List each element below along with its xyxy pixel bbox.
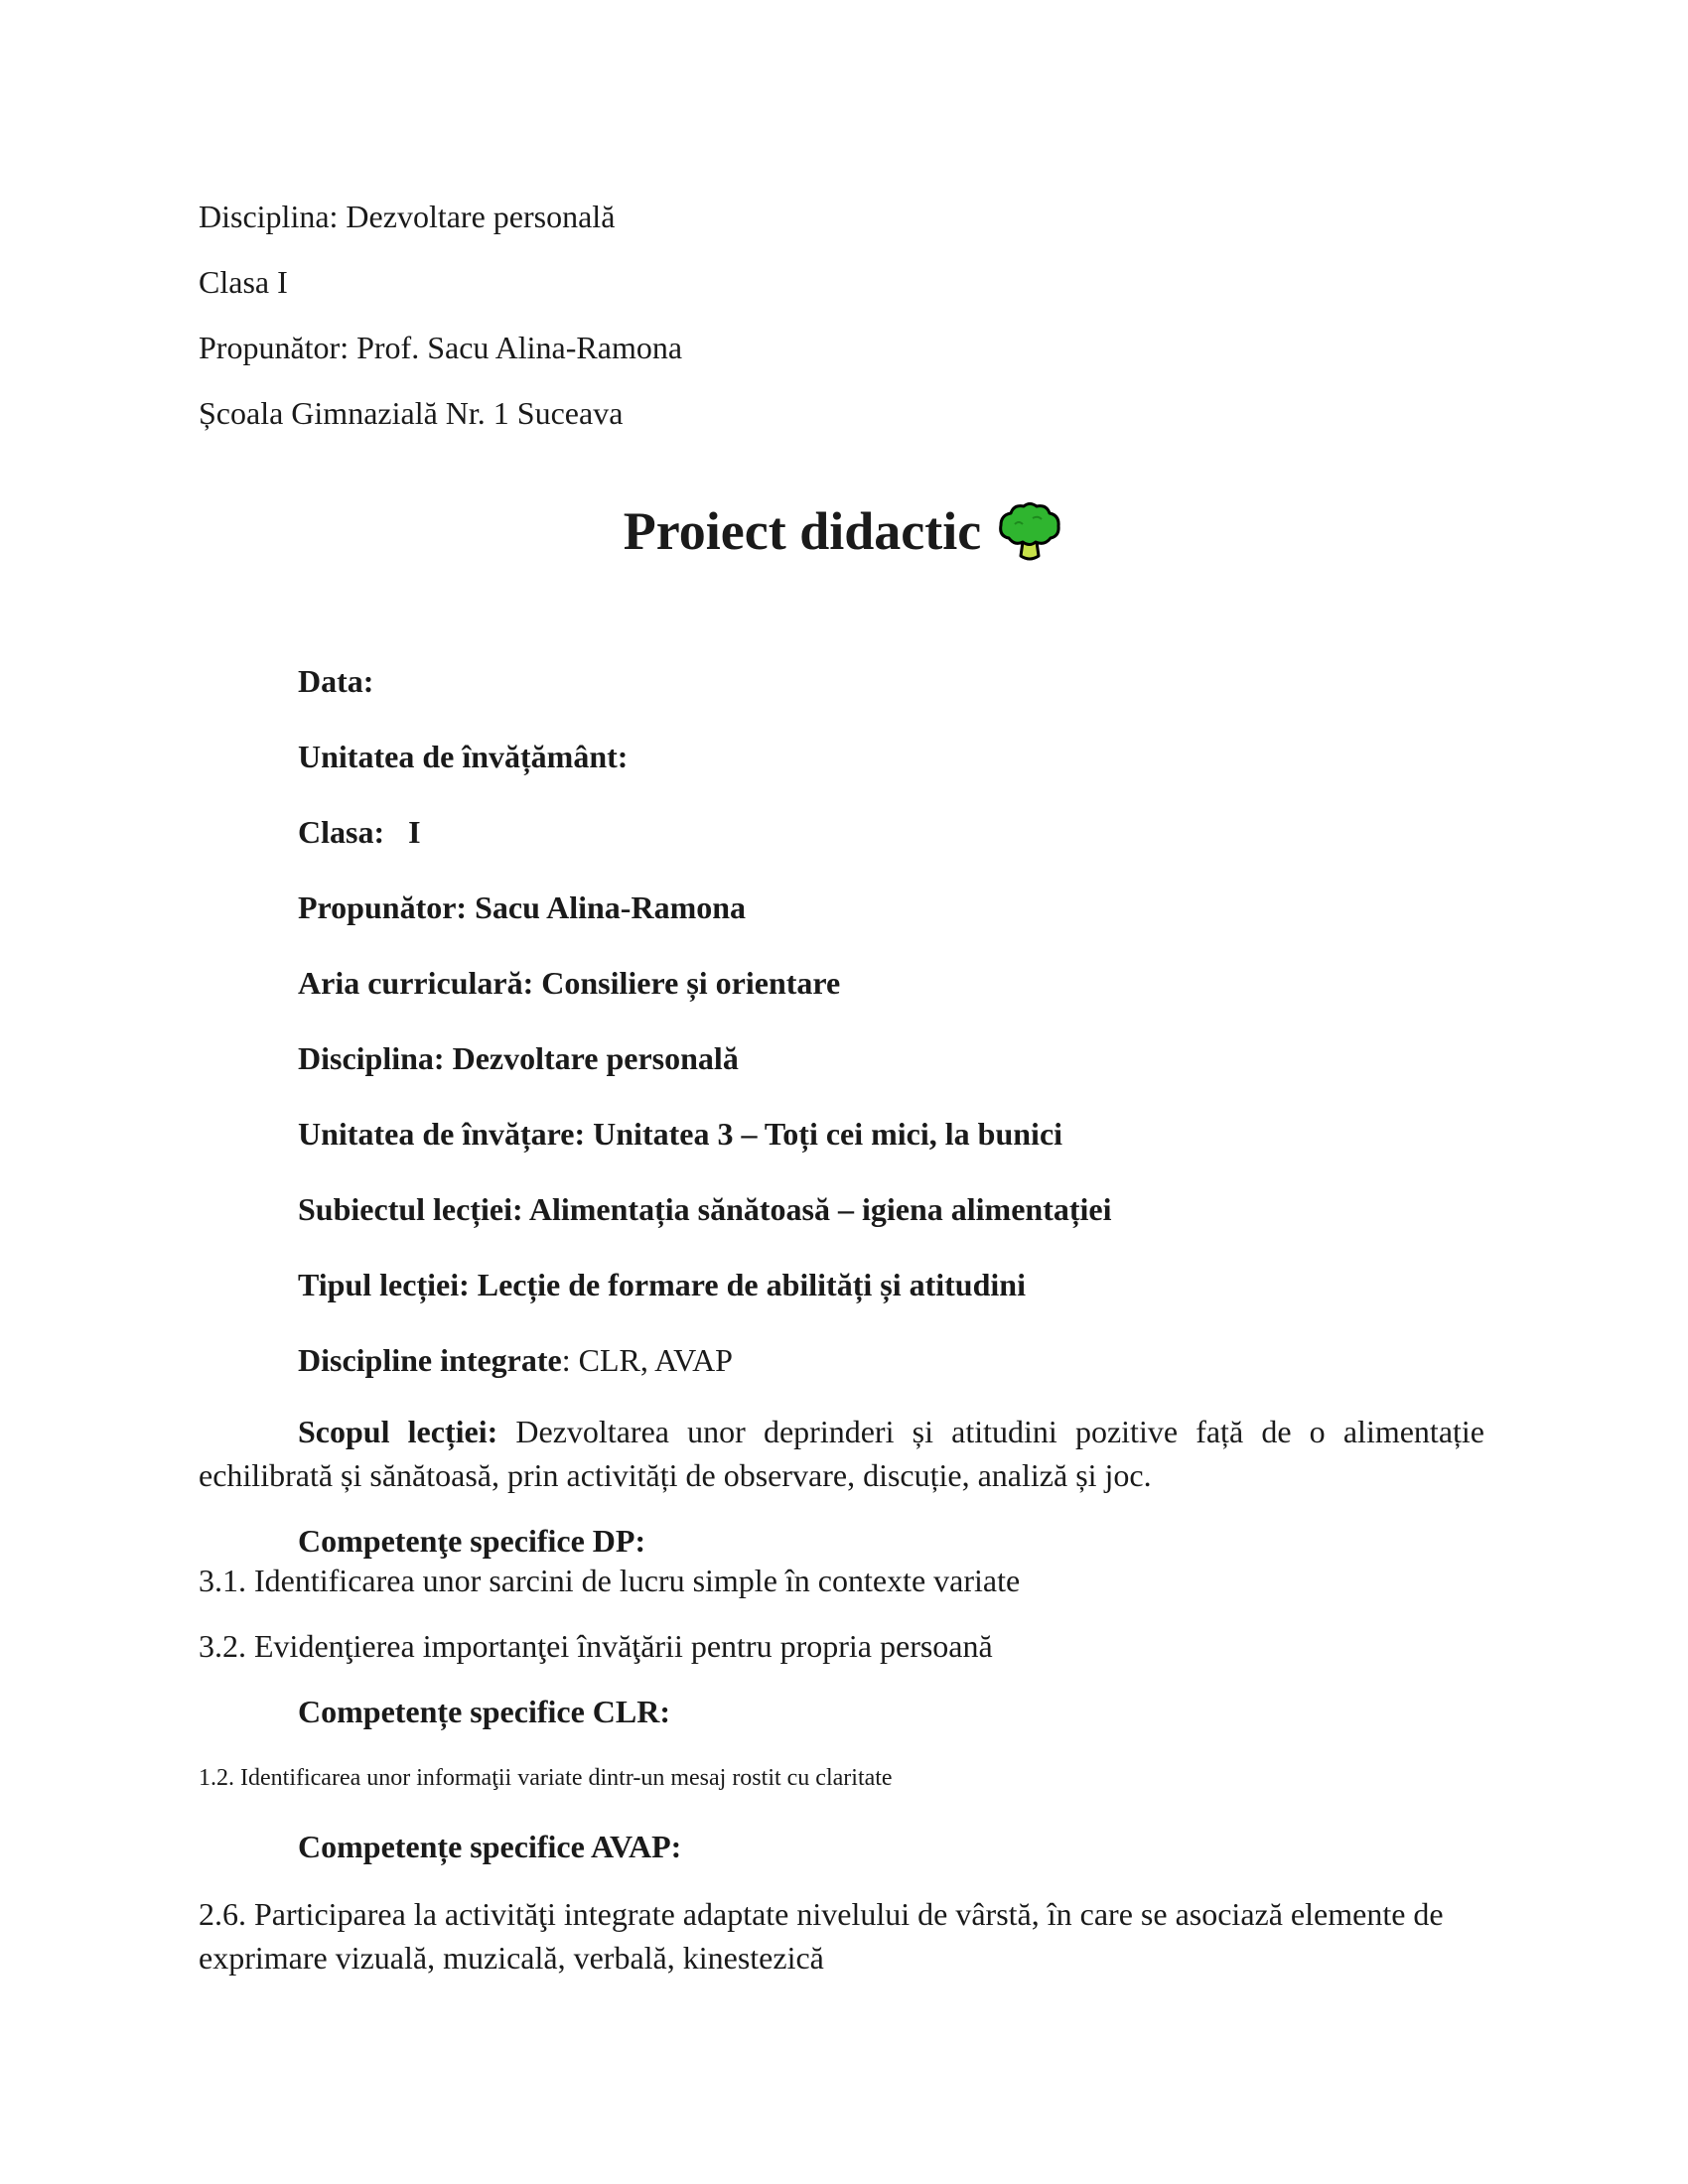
- field-integrated: [298, 1340, 733, 1380]
- scope-paragraph: [199, 1410, 1484, 1497]
- field-discipline-value: Dezvoltare personală: [452, 1040, 739, 1076]
- scope-label: Scopul lecției:: [298, 1414, 498, 1449]
- page-title-text: Proiect didactic: [623, 501, 982, 561]
- broccoli-icon: [995, 498, 1064, 568]
- field-proposer-value: Sacu Alina-Ramona: [475, 889, 747, 925]
- field-area-value: Consiliere și orientare: [541, 965, 841, 1001]
- dp-heading: Competenţe specifice DP:: [298, 1523, 646, 1559]
- field-unit: Unitatea de învățământ:: [298, 739, 629, 774]
- header-class: Clasa I: [199, 264, 288, 300]
- dp-item: 3.1. Identificarea unor sarcini de lucru simple în contexte variate: [199, 1563, 1021, 1598]
- avap-item: 2.6. Participarea la activităţi integrate adaptate nivelului de vârstă, în care se asociază elemente de exprimare vizuală, muzicală, verbală, kinestezică: [199, 1896, 1444, 1976]
- dp-item: 3.2. Evidenţierea importanţei învăţării pentru propria persoană: [199, 1628, 993, 1664]
- field-subject: [298, 1189, 1111, 1229]
- header-proposer: Propunător: Prof. Sacu Alina-Ramona: [199, 330, 683, 365]
- header-school: Școala Gimnazială Nr. 1 Suceava: [199, 395, 624, 431]
- field-proposer: [298, 887, 746, 927]
- field-proposer-label: Propunător:: [298, 889, 468, 925]
- field-subject-label: Subiectul lecției:: [298, 1191, 523, 1227]
- field-subject-value: Alimentația sănătoasă – igiena alimentației: [528, 1191, 1112, 1227]
- avap-heading: Competențe specifice AVAP:: [298, 1829, 682, 1864]
- field-class-value: I: [408, 814, 421, 850]
- field-area-label: Aria curriculară:: [298, 965, 534, 1001]
- field-area: [298, 963, 840, 1003]
- field-integrated-value: : CLR, AVAP: [561, 1342, 733, 1378]
- field-discipline: [298, 1038, 739, 1078]
- field-class: [298, 812, 421, 852]
- header-discipline: Disciplina: Dezvoltare personală: [199, 199, 616, 234]
- field-data: Data:: [298, 663, 374, 699]
- field-learning-unit: [298, 1114, 1062, 1154]
- field-type-value: Lecție de formare de abilități și atitudini: [477, 1267, 1026, 1302]
- field-class-label: Clasa:: [298, 814, 385, 850]
- field-learning-unit-value: Unitatea 3 – Toți cei mici, la bunici: [593, 1116, 1063, 1152]
- field-type: [298, 1265, 1026, 1304]
- field-learning-unit-label: Unitatea de învățare:: [298, 1116, 586, 1152]
- clr-item: 1.2. Identificarea unor informaţii variate dintr-un mesaj rostit cu claritate: [199, 1765, 893, 1791]
- clr-heading: Competențe specifice CLR:: [298, 1694, 670, 1729]
- scope-text: Dezvoltarea unor deprinderi și atitudini pozitive față de o alimentație echilibrată și sănătoasă, prin activități de observare, discuție, analiză și joc.: [199, 1414, 1485, 1493]
- field-discipline-label: Disciplina:: [298, 1040, 445, 1076]
- field-type-label: Tipul lecției:: [298, 1267, 470, 1302]
- page-title: [0, 496, 1688, 572]
- field-integrated-label: Discipline integrate: [298, 1342, 562, 1378]
